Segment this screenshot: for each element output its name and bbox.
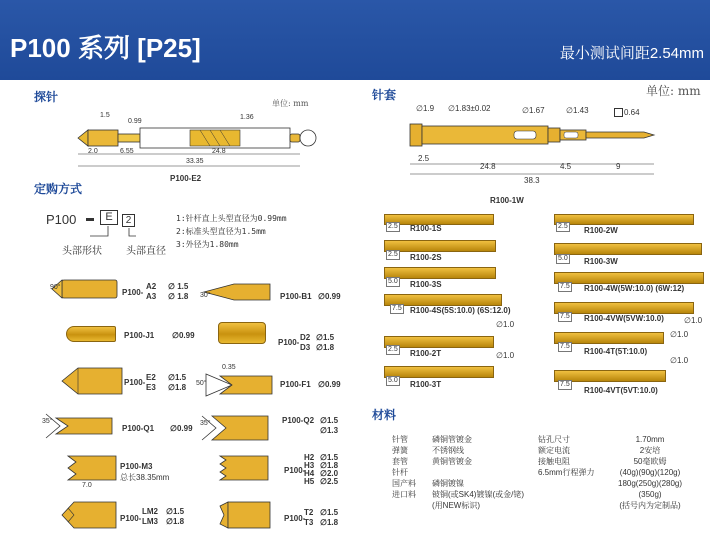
head-e-v1: E2: [146, 373, 156, 382]
head-h-d4: ∅2.5: [320, 477, 339, 486]
head-q1-model: P100-Q1: [122, 424, 155, 433]
socket-d3: ∅1.67: [522, 106, 545, 115]
head-a-d2: ∅ 1.8: [168, 292, 189, 301]
head-q2-angle: 35°: [200, 420, 211, 427]
head-q2-d2: ∅1.3: [320, 426, 339, 435]
head-f1-d: ∅0.99: [318, 380, 341, 389]
head-h-v1: H2: [304, 453, 315, 462]
head-e-drawing: [60, 364, 124, 398]
rec-pin-3: [384, 267, 496, 279]
head-a-v1: A2: [146, 282, 157, 291]
rec-label-2: R100-2S: [410, 253, 442, 262]
head-a-d1: ∅ 1.5: [168, 282, 189, 291]
head-t-drawing: [218, 498, 274, 532]
socket-d4: ∅1.43: [566, 106, 589, 115]
rec-tag-2: 2.5: [388, 251, 398, 258]
probe-d2: 0.99: [128, 118, 142, 125]
order-dash: [86, 218, 94, 221]
materials-col3: 钻孔尺寸 额定电流 接触电阻 6.5mm行程弹力: [538, 435, 595, 477]
head-lm-v2: LM3: [142, 517, 158, 526]
rec-d-11: ∅1.0: [670, 330, 689, 339]
head-d-d2: ∅1.8: [316, 343, 335, 352]
materials-section-title: 材料: [372, 408, 397, 422]
rec-label-3: R100-3S: [410, 280, 442, 289]
socket-square-icon: [614, 108, 623, 117]
rec-pin-10: [554, 302, 694, 314]
order-label-dia: 头部直径: [126, 246, 166, 257]
head-f1-model: P100-F1: [280, 380, 311, 389]
rec-tag-4: 7.5: [392, 305, 402, 312]
order-label-head: 头部形状: [62, 246, 102, 257]
rec-d-10: ∅1.0: [684, 316, 703, 325]
head-t-v2: T3: [304, 518, 314, 527]
head-q1-drawing: [42, 408, 116, 444]
order-note-1: 1:针杆直上头型直径为0.99mm: [176, 214, 287, 223]
rec-tag-11: 7.5: [560, 343, 570, 350]
rec-tag-5: 2.5: [388, 346, 398, 353]
rec-label-1: R100-1S: [410, 224, 442, 233]
head-t-model: P100-: [284, 514, 306, 523]
rec-d-6: ∅1.0: [496, 351, 515, 360]
head-lm-v1: LM2: [142, 507, 158, 516]
head-h-v2: H3: [304, 461, 315, 470]
rec-label-9: R100-4W(5W:10.0) (6W:12): [584, 284, 685, 293]
rec-tag-3: 5.0: [388, 278, 398, 285]
head-lm-d2: ∅1.8: [166, 517, 185, 526]
head-h-drawing: [218, 452, 272, 486]
rec-pin-9: [554, 272, 704, 284]
rec-d-5: ∅1.0: [496, 320, 515, 329]
head-h-v4: H5: [304, 477, 315, 486]
materials-col2: 磷铜管镀金 不锈钢线 黄铜管镀金 磷铜镀镍 铍铜(或SK4)镀镍(或金/铑) (用NEW标识): [432, 435, 524, 510]
rec-tag-1: 2.5: [388, 223, 398, 230]
head-e-d1: ∅1.5: [168, 373, 187, 382]
rec-tag-12: 7.5: [560, 381, 570, 388]
head-t-v1: T2: [304, 508, 314, 517]
socket-section-title: 针套: [372, 88, 397, 102]
rec-tag-8: 5.0: [558, 255, 568, 262]
head-j1-model: P100-J1: [124, 331, 155, 340]
head-j1-drawing: [66, 326, 116, 342]
page-subtitle: 最小测试间距2.54mm: [559, 45, 704, 62]
probe-l3: 24.8: [212, 148, 226, 155]
head-m3-model: P100-M3: [120, 462, 153, 471]
rec-label-7: R100-2W: [584, 226, 618, 235]
head-f1-dim: 0.35: [222, 364, 236, 371]
order-note-2: 2:标准头型直径为1.5mm: [176, 227, 266, 236]
probe-model: P100-E2: [170, 174, 202, 183]
order-digit: 2: [122, 214, 135, 227]
ordering-section-title: 定购方式: [34, 182, 83, 196]
socket-l5: 38.3: [524, 176, 540, 185]
head-e-v2: E3: [146, 383, 156, 392]
head-h-d1: ∅1.5: [320, 453, 339, 462]
head-a-v2: A3: [146, 292, 157, 301]
head-q1-d: ∅0.99: [170, 424, 193, 433]
head-h-d3: ∅2.0: [320, 469, 339, 478]
rec-label-6: R100-3T: [410, 380, 442, 389]
rec-label-11: R100-4T(5T:10.0): [584, 347, 648, 356]
socket-d5: 0.64: [624, 108, 640, 117]
head-lm-drawing: [60, 498, 120, 532]
probe-d1: 1.5: [100, 112, 110, 119]
head-f1-angle: 50°: [196, 380, 207, 387]
header-bar: [0, 0, 710, 80]
head-h-v3: H4: [304, 469, 315, 478]
head-h-d2: ∅1.8: [320, 461, 339, 470]
materials-col4: 1.70mm 2安培 50毫欧姆 (40g)(90g)(120g) 180g(250g)(280g) (350g) (括号内为定制品): [618, 435, 683, 510]
rec-tag-7: 2.5: [558, 223, 568, 230]
head-f1-drawing: [202, 370, 276, 400]
rec-d-12: ∅1.0: [670, 356, 689, 365]
head-b1-angle: 30°: [200, 292, 211, 299]
probe-d3: 1.36: [240, 114, 254, 121]
head-q2-d1: ∅1.5: [320, 416, 339, 425]
order-bracket-lines: [60, 224, 170, 244]
rec-label-5: R100-2T: [410, 349, 442, 358]
head-m3-drawing: [66, 452, 120, 484]
rec-label-4: R100-4S(5S:10.0) (6S:12.0): [410, 306, 511, 315]
probe-section-title: 探针: [34, 90, 59, 104]
head-d-v2: D3: [300, 343, 311, 352]
head-d-drawing: [218, 322, 266, 344]
head-t-d1: ∅1.5: [320, 508, 339, 517]
head-a-angle: 90°: [50, 284, 61, 291]
order-letter: E: [100, 210, 118, 225]
head-m3-dim: 7.0: [82, 482, 92, 489]
head-q1-angle: 35°: [42, 418, 53, 425]
socket-l4: 9: [616, 162, 621, 171]
socket-d1: ∅1.9: [416, 104, 435, 113]
socket-unit: 单位: mm: [646, 84, 701, 98]
rec-label-12: R100-4VT(5VT:10.0): [584, 386, 658, 395]
rec-pin-6: [384, 366, 494, 378]
head-b1-drawing: [200, 274, 274, 310]
socket-d2: ∅1.83±0.02: [448, 104, 491, 113]
page-title: P100 系列 [P25]: [10, 33, 201, 63]
probe-l2: 6.55: [120, 148, 134, 155]
rec-pin-7: [554, 214, 694, 225]
head-q2-drawing: [198, 410, 272, 446]
head-t-d2: ∅1.8: [320, 518, 339, 527]
head-a-model: P100-: [122, 288, 144, 297]
socket-l3: 4.5: [560, 162, 572, 171]
rec-tag-10: 7.5: [560, 313, 570, 320]
rec-label-8: R100-3W: [584, 257, 618, 266]
socket-l2: 24.8: [480, 162, 496, 171]
rec-tag-6: 5.0: [388, 377, 398, 384]
rec-label-10: R100-4VW(5VW:10.0): [584, 314, 664, 323]
head-d-v1: D2: [300, 333, 311, 342]
head-lm-d1: ∅1.5: [166, 507, 185, 516]
probe-unit: 单位: mm: [272, 99, 309, 108]
socket-drawing: [404, 106, 704, 188]
rec-pin-5: [384, 336, 494, 348]
head-j1-d: ∅0.99: [172, 331, 195, 340]
head-d-model: P100-: [278, 338, 300, 347]
rec-pin-8: [554, 243, 702, 255]
rec-tag-9: 7.5: [560, 283, 570, 290]
order-code: P100: [46, 212, 77, 227]
head-b1-model: P100-B1: [280, 292, 312, 301]
materials-col1: 针管 弹簧 套管 针杆 国产料 进口料: [392, 435, 416, 499]
socket-model: R100-1W: [490, 196, 524, 205]
rec-pin-2: [384, 240, 496, 252]
head-e-model: P100-: [124, 378, 146, 387]
head-h-model: P100-: [284, 466, 306, 475]
order-note-3: 3:外径为1.80mm: [176, 240, 239, 249]
head-q2-model: P100-Q2: [282, 416, 315, 425]
head-m3-total: 总长38.35mm: [120, 473, 170, 482]
probe-l1: 2.0: [88, 148, 98, 155]
head-b1-d: ∅0.99: [318, 292, 341, 301]
head-e-d2: ∅1.8: [168, 383, 187, 392]
head-d-d1: ∅1.5: [316, 333, 335, 342]
head-lm-model: P100-: [120, 514, 142, 523]
socket-l1: 2.5: [418, 154, 430, 163]
probe-l4: 33.35: [186, 158, 204, 165]
